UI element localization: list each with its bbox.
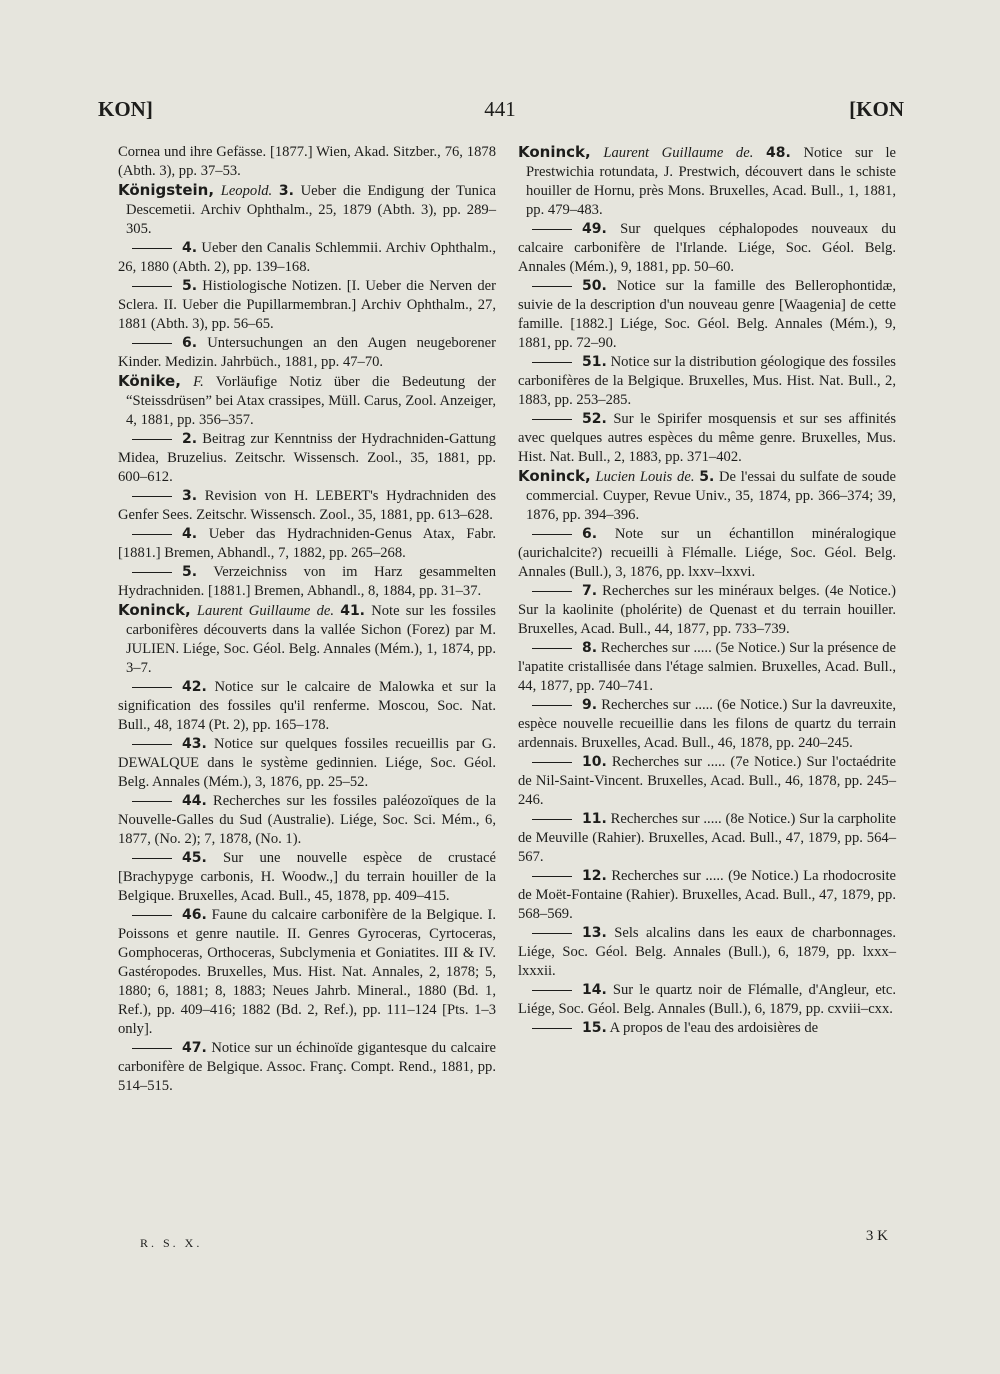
sub-entry — [118, 334, 496, 372]
ditto-dash — [532, 648, 572, 649]
entry-number: 13. — [582, 925, 607, 941]
author-entry — [118, 181, 496, 239]
sub-entry — [518, 582, 896, 639]
entry-text: Notice sur la distribution géologique des fossiles carbonifères de la Belgique. Bruxelles, Mus. Hist. Nat. Bull., 2, 1883, pp. 253–285. — [518, 354, 896, 408]
ditto-dash — [132, 687, 172, 688]
sub-entry — [118, 563, 496, 601]
entry-text: De l'essai du sulfate de soude commercial. Cuyper, Revue Univ., 35, 1874, pp. 366–374; 39, 1876, pp. 394–396. — [526, 469, 896, 523]
ditto-dash — [532, 762, 572, 763]
left-column — [118, 143, 496, 1096]
entry-text: Recherches sur les minéraux belges. (4e Notice.) Sur la kaolinite (pholérite) de Quenast et du terrain houiller. Bruxelles, Acad. Bull., 44, 1877, pp. 733–739. — [518, 583, 896, 637]
entry-number: 6. — [182, 335, 198, 351]
ditto-dash — [532, 419, 572, 420]
ditto-dash — [132, 572, 172, 573]
entry-text: Faune du calcaire carbonifère de la Belgique. I. Poissons et genre nautile. II. Genres Gyroceras, Cyrtoceras, Gomphoceras, Orthoceras, Subclymenia et Goniatites. III & IV. Gastéropodes. Bruxelles, Mus. Hist. Nat. Annales, 2, 1878; 5, 1880; 6, 1881; 8, 1883; Neues Jahrb. Mineral., 1880 (Bd. 1, Ref.), pp. 409–416; 1882 (Bd. 2, Ref.), pp. 111–124 [Pts. 1–3 only]. — [118, 907, 496, 1037]
entry-number: 11. — [582, 811, 607, 827]
sub-entry — [118, 277, 496, 334]
ditto-dash — [532, 990, 572, 991]
entry-number: 2. — [182, 431, 198, 447]
ditto-dash — [532, 819, 572, 820]
author-name: Könike, — [118, 372, 181, 390]
sub-entry — [518, 867, 896, 924]
sub-entry — [518, 410, 896, 467]
entry-number: 44. — [182, 793, 207, 809]
entry-number: 10. — [582, 754, 607, 770]
sub-entry — [518, 220, 896, 277]
entry-number: 3. — [182, 488, 198, 504]
author-name: Koninck, — [118, 601, 191, 619]
entry-text: Notice sur le Prestwichia rotundata, J. Prestwich, découvert dans le schiste houiller de Hornu, près Mons. Bruxelles, Acad. Bull., 1, 1881, pp. 479–483. — [526, 145, 896, 218]
running-head-right: [KON — [849, 97, 904, 121]
sub-entry — [118, 525, 496, 563]
entry-number: 52. — [582, 411, 607, 427]
signature-left: R. S. X. — [140, 1236, 203, 1250]
entry-text: Recherches sur ..... (7e Notice.) Sur l'octaédrite de Nil-Saint-Vincent. Bruxelles, Acad. Bull., 46, 1878, pp. 245–246. — [518, 754, 896, 808]
entry-text: Recherches sur ..... (9e Notice.) La rhodocrosite de Moët-Fontaine (Rahier). Bruxelles, Acad. Bull., 47, 1879, pp. 568–569. — [518, 868, 896, 922]
entry-text: Revision von H. LEBERT's Hydrachniden des Genfer Sees. Zeitschr. Wissensch. Zool., 35, 1881, pp. 613–628. — [118, 488, 496, 523]
sub-entry — [118, 430, 496, 487]
ditto-dash — [132, 248, 172, 249]
ditto-dash — [132, 744, 172, 745]
ditto-dash — [132, 534, 172, 535]
author-entry — [118, 601, 496, 678]
ditto-dash — [132, 496, 172, 497]
sub-entry — [518, 753, 896, 810]
sub-entry — [518, 277, 896, 353]
entry-text: Ueber das Hydrachniden-Genus Atax, Fabr. [1881.] Bremen, Abhandl., 7, 1882, pp. 265–268. — [118, 526, 496, 561]
ditto-dash — [532, 1028, 572, 1029]
entry-number: 8. — [582, 640, 598, 656]
author-given-name: Laurent Guillaume de. — [196, 603, 335, 619]
entry-text: Sels alcalins dans les eaux de charbonnages. Liége, Soc. Géol. Belg. Annales (Bull.), 6, 1879, pp. lxxx–lxxxii. — [518, 925, 896, 979]
right-column — [518, 143, 896, 1038]
ditto-dash — [532, 705, 572, 706]
entry-text: A propos de l'eau des ardoisières de — [609, 1020, 819, 1036]
sub-entry — [518, 1019, 896, 1038]
author-entry — [118, 372, 496, 430]
ditto-dash — [132, 915, 172, 916]
sub-entry — [118, 1039, 496, 1096]
entry-number: 51. — [582, 354, 607, 370]
author-entry — [518, 467, 896, 525]
entry-text: Notice sur quelques fossiles recueillis par G. DEWALQUE dans le système gedinnien. Liége, Soc. Géol. Belg. Annales (Mém.), 3, 1876, pp. 25–52. — [118, 736, 496, 790]
sub-entry — [518, 981, 896, 1019]
entry-text: Notice sur le calcaire de Malowka et sur la signification des fossiles qu'il renferme. Moscou, Soc. Nat. Bull., 48, 1874 (Pt. 2), pp. 165–178. — [118, 679, 496, 733]
sub-entry — [518, 639, 896, 696]
sub-entry — [118, 849, 496, 906]
entry-text: Verzeichniss von im Harz gesammelten Hydrachniden. [1881.] Bremen, Abhandl., 8, 1884, pp. 31–37. — [118, 564, 496, 599]
ditto-dash — [132, 801, 172, 802]
sub-entry — [518, 924, 896, 981]
entry-text: Note sur un échantillon minéralogique (aurichalcite?) recueilli à Flémalle. Liége, Soc. Géol. Belg. Annales (Bull.), 3, 1876, pp. lxxv–lxxvi. — [518, 526, 896, 580]
entry-number: 45. — [182, 850, 207, 866]
author-entry — [518, 143, 896, 220]
ditto-dash — [532, 229, 572, 230]
entry-number: 14. — [582, 982, 607, 998]
entry-number: 49. — [582, 221, 607, 237]
entry-number: 48. — [766, 145, 791, 161]
sub-entry — [118, 487, 496, 525]
entry-text: Sur une nouvelle espèce de crustacé [Brachypyge carbonis, H. Woodw.,] du terrain houiller de la Belgique. Bruxelles, Acad. Bull., 45, 1878, pp. 409–415. — [118, 850, 496, 904]
sub-entry — [118, 678, 496, 735]
entry-number: 12. — [582, 868, 607, 884]
author-given-name: Laurent Guillaume de. — [603, 145, 754, 161]
entry-text: Ueber die Endigung der Tunica Descemetii. Archiv Ophthalm., 25, 1879 (Abth. 3), pp. 289–305. — [126, 183, 496, 237]
running-head-left: KON] — [98, 97, 153, 121]
author-given-name: Leopold. — [220, 183, 273, 199]
ditto-dash — [132, 858, 172, 859]
entry-number: 5. — [182, 564, 198, 580]
ditto-dash — [132, 286, 172, 287]
ditto-dash — [132, 439, 172, 440]
author-given-name: Lucien Louis de. — [595, 469, 695, 485]
page-number: 441 — [484, 97, 516, 121]
ditto-dash — [532, 362, 572, 363]
entry-number: 50. — [582, 278, 607, 294]
sub-entry — [518, 696, 896, 753]
entry-text: Untersuchungen an den Augen neugeborener Kinder. Medizin. Jahrbüch., 1881, pp. 47–70. — [118, 335, 496, 370]
author-given-name: F. — [193, 374, 204, 390]
entry-number: 4. — [182, 240, 198, 256]
entry-text: Notice sur un échinoïde gigantesque du calcaire carbonifère de Belgique. Assoc. Franç. Compt. Rend., 1881, pp. 514–515. — [118, 1040, 496, 1094]
author-name: Koninck, — [518, 143, 591, 161]
entry-text: Vorläufige Notiz über die Bedeutung der “Steissdrüsen” bei Atax crassipes, Müll. Carus, Zool. Anzeiger, 4, 1881, pp. 356–357. — [126, 374, 496, 428]
ditto-dash — [532, 591, 572, 592]
entry-text: Sur quelques céphalopodes nouveaux du calcaire carbonifère de l'Irlande. Liége, Soc. Géol. Belg. Annales (Mém.), 9, 1881, pp. 50–60. — [518, 221, 897, 275]
entry-number: 6. — [582, 526, 598, 542]
entry-number: 3. — [278, 183, 294, 199]
entry-text: Recherches sur ..... (8e Notice.) Sur la carpholite de Meuville (Rahier). Bruxelles, Acad. Bull., 47, 1879, pp. 564–567. — [518, 811, 896, 865]
entry-text: Beitrag zur Kenntniss der Hydrachniden-Gattung Midea, Bruzelius. Zeitschr. Wissensch. Zool., 35, 1881, pp. 600–612. — [118, 431, 496, 485]
entry-number: 42. — [182, 679, 207, 695]
entry-number: 5. — [699, 469, 715, 485]
ditto-dash — [532, 876, 572, 877]
entry-text: Cornea und ihre Gefässe. [1877.] Wien, Akad. Sitzber., 76, 1878 (Abth. 3), pp. 37–53. — [118, 144, 496, 179]
signature-right: 3 K — [865, 1228, 888, 1244]
entry-number: 15. — [582, 1020, 607, 1036]
entry-number: 7. — [582, 583, 598, 599]
entry-number: 46. — [182, 907, 207, 923]
sub-entry — [118, 239, 496, 277]
entry-text: Histiologische Notizen. [I. Ueber die Nerven der Sclera. II. Ueber die Pupillarmembran.] Archiv Ophthalm., 27, 1881 (Abth. 3), pp. 56–65. — [118, 278, 496, 332]
sub-entry — [518, 353, 896, 410]
entry-text: Recherches sur les fossiles paléozoïques de la Nouvelle-Galles du Sud (Australie). Liége, Soc. Sci. Mém., 6, 1877, (No. 2); 7, 1878, (No. 1). — [118, 793, 496, 847]
entry-text: Sur le quartz noir de Flémalle, d'Angleur, etc. Liége, Soc. Géol. Belg. Annales (Bull.), 6, 1879, pp. cxviii–cxx. — [518, 982, 896, 1017]
ditto-dash — [532, 933, 572, 934]
sub-entry — [518, 525, 896, 582]
entry-number: 43. — [182, 736, 207, 752]
sub-entry — [518, 810, 896, 867]
ditto-dash — [132, 343, 172, 344]
author-name: Königstein, — [118, 181, 215, 199]
ditto-dash — [132, 1048, 172, 1049]
sub-entry — [118, 906, 496, 1039]
entry-number: 9. — [582, 697, 598, 713]
entry-text: Sur le Spirifer mosquensis et sur ses affinités avec quelques autres espèces du même genre. Bruxelles, Mus. Hist. Nat. Bull., 2, 1883, pp. 371–402. — [518, 411, 896, 465]
ditto-dash — [532, 534, 572, 535]
ditto-dash — [532, 286, 572, 287]
sub-entry — [118, 735, 496, 792]
entry-number: 5. — [182, 278, 198, 294]
entry-text: Note sur les fossiles carbonifères découverts dans la vallée Sichon (Forez) par M. JULIEN. Liége, Soc. Géol. Belg. Annales (Mém.), 1, 1874, pp. 3–7. — [126, 603, 496, 676]
entry-number: 4. — [182, 526, 198, 542]
entry-continuation — [118, 143, 496, 181]
entry-text: Recherches sur ..... (6e Notice.) Sur la davreuxite, espèce nouvelle recueillie dans les filons de quartz du terrain ardennais. Bruxelles, Acad. Bull., 46, 1878, pp. 240–245. — [518, 697, 896, 751]
entry-number: 47. — [182, 1040, 207, 1056]
sub-entry — [118, 792, 496, 849]
author-name: Koninck, — [518, 467, 591, 485]
entry-text: Recherches sur ..... (5e Notice.) Sur la présence de l'apatite cristallisée dans l'étage salmien. Bruxelles, Acad. Bull., 44, 1877, pp. 740–741. — [518, 640, 896, 694]
entry-text: Ueber den Canalis Schlemmii. Archiv Ophthalm., 26, 1880 (Abth. 2), pp. 139–168. — [118, 240, 496, 275]
entry-number: 41. — [340, 603, 366, 619]
entry-text: Notice sur la famille des Bellerophontidæ, suivie de la description d'un nouveau genre [Waagenia] de cette famille. [1882.] Liége, Soc. Géol. Belg. Annales (Mém.), 9, 1881, pp. 72–90. — [518, 278, 896, 351]
